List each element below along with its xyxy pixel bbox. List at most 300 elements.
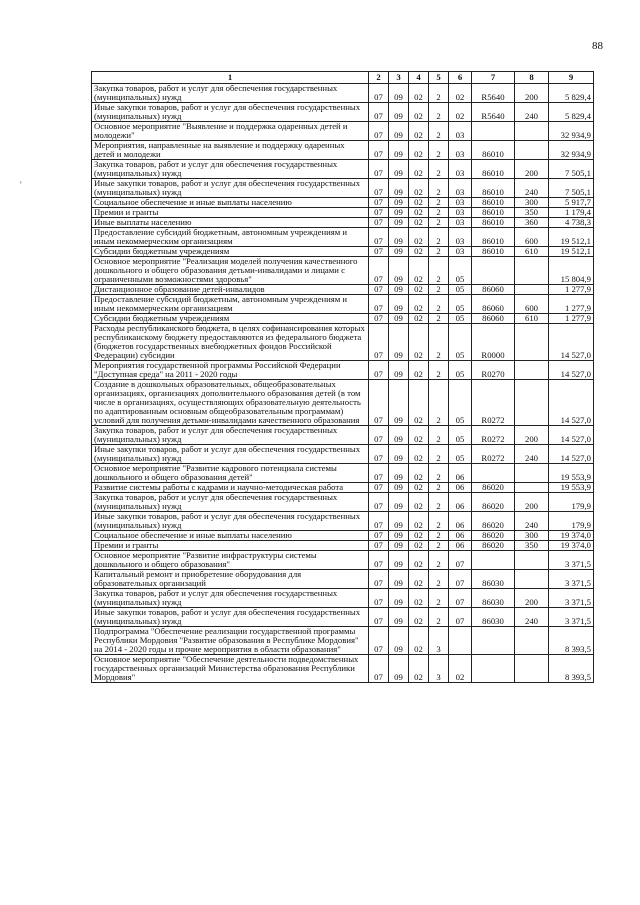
cell-code-3: 09	[389, 493, 409, 512]
cell-code-5: 2	[429, 570, 449, 589]
cell-target-article	[472, 551, 515, 570]
cell-expense-type: 240	[515, 512, 549, 531]
cell-description: Основное мероприятие "Реализация моделей получения качественного дошкольного и общего образования детьми-инвалидами и лицами с ограниченными возможностями здоровья"	[92, 257, 369, 285]
cell-code-3: 09	[389, 655, 409, 683]
cell-target-article: R0000	[472, 324, 515, 361]
cell-code-3: 09	[389, 285, 409, 295]
budget-table	[91, 71, 594, 683]
cell-description: Социальное обеспечение и иные выплаты населению	[92, 198, 369, 208]
cell-expense-type: 610	[515, 247, 549, 257]
cell-code-4: 02	[409, 228, 429, 247]
cell-expense-type	[515, 483, 549, 493]
cell-code-5: 2	[429, 160, 449, 179]
cell-code-6: 05	[449, 426, 472, 445]
cell-code-4: 02	[409, 570, 429, 589]
cell-code-6: 05	[449, 295, 472, 314]
cell-target-article: 86020	[472, 531, 515, 541]
cell-description: Основное мероприятие "Выявление и поддержка одаренных детей и молодежи"	[92, 122, 369, 141]
cell-code-2: 07	[369, 445, 389, 464]
cell-code-2: 07	[369, 257, 389, 285]
cell-code-6: 02	[449, 84, 472, 103]
cell-expense-type: 240	[515, 179, 549, 198]
cell-code-5: 2	[429, 380, 449, 426]
cell-code-3: 09	[389, 257, 409, 285]
cell-code-4: 02	[409, 627, 429, 655]
cell-expense-type: 240	[515, 608, 549, 627]
cell-code-5: 2	[429, 324, 449, 361]
cell-expense-type	[515, 551, 549, 570]
cell-code-3: 09	[389, 464, 409, 483]
cell-amount: 32 934,9	[549, 141, 594, 160]
cell-code-5: 2	[429, 483, 449, 493]
table-row	[92, 247, 594, 257]
cell-code-3: 09	[389, 608, 409, 627]
cell-code-4: 02	[409, 285, 429, 295]
cell-code-5: 3	[429, 655, 449, 683]
cell-description: Подпрограмма "Обеспечение реализации государственной программы Республики Мордовия "Развитие образования в Республике Мордовия" на 2014 - 2020 годы и прочие мероприятия в области образования"	[92, 627, 369, 655]
cell-code-3: 09	[389, 208, 409, 218]
cell-code-5: 2	[429, 84, 449, 103]
cell-code-5: 2	[429, 198, 449, 208]
cell-code-2: 07	[369, 493, 389, 512]
cell-code-5: 2	[429, 531, 449, 541]
table-row	[92, 198, 594, 208]
cell-code-5: 2	[429, 208, 449, 218]
page-number: 88	[592, 40, 603, 52]
cell-code-4: 02	[409, 324, 429, 361]
cell-code-6: 02	[449, 655, 472, 683]
cell-code-5: 2	[429, 257, 449, 285]
cell-description: Капитальный ремонт и приобретение оборудования для образовательных организаций	[92, 570, 369, 589]
cell-code-2: 07	[369, 380, 389, 426]
cell-code-2: 07	[369, 295, 389, 314]
cell-amount: 19 553,9	[549, 464, 594, 483]
cell-target-article: R5640	[472, 84, 515, 103]
cell-description: Премии и гранты	[92, 541, 369, 551]
cell-expense-type: 610	[515, 314, 549, 324]
cell-code-3: 09	[389, 531, 409, 541]
cell-amount: 14 527,0	[549, 361, 594, 380]
cell-target-article	[472, 464, 515, 483]
cell-code-4: 02	[409, 160, 429, 179]
cell-code-3: 09	[389, 570, 409, 589]
cell-description: Закупка товаров, работ и услуг для обеспечения государственных (муниципальных) нужд	[92, 589, 369, 608]
cell-description: Закупка товаров, работ и услуг для обеспечения государственных (муниципальных) нужд	[92, 84, 369, 103]
cell-description: Субсидии бюджетным учреждениям	[92, 314, 369, 324]
cell-expense-type	[515, 122, 549, 141]
cell-expense-type: 300	[515, 531, 549, 541]
cell-expense-type	[515, 570, 549, 589]
cell-code-6: 06	[449, 541, 472, 551]
cell-amount: 1 179,4	[549, 208, 594, 218]
cell-expense-type: 200	[515, 84, 549, 103]
cell-code-4: 02	[409, 361, 429, 380]
table-row	[92, 179, 594, 198]
cell-code-3: 09	[389, 483, 409, 493]
cell-code-4: 02	[409, 426, 429, 445]
cell-target-article: 86010	[472, 141, 515, 160]
cell-code-5: 3	[429, 627, 449, 655]
table-row	[92, 324, 594, 361]
table-row	[92, 464, 594, 483]
cell-code-4: 02	[409, 608, 429, 627]
cell-code-4: 02	[409, 198, 429, 208]
cell-code-4: 02	[409, 380, 429, 426]
cell-expense-type: 200	[515, 160, 549, 179]
cell-amount: 5 917,7	[549, 198, 594, 208]
cell-expense-type: 360	[515, 218, 549, 228]
cell-description: Иные закупки товаров, работ и услуг для обеспечения государственных (муниципальных) нужд	[92, 103, 369, 122]
table-row	[92, 445, 594, 464]
cell-code-6: 06	[449, 512, 472, 531]
cell-target-article: 86020	[472, 512, 515, 531]
cell-amount: 5 829,4	[549, 84, 594, 103]
cell-code-4: 02	[409, 257, 429, 285]
cell-code-2: 07	[369, 84, 389, 103]
cell-code-5: 2	[429, 218, 449, 228]
cell-code-2: 07	[369, 208, 389, 218]
cell-description: Предоставление субсидий бюджетным, автономным учреждениям и иным некоммерческим организациям	[92, 228, 369, 247]
cell-expense-type	[515, 324, 549, 361]
cell-code-2: 07	[369, 198, 389, 208]
table-body	[92, 84, 594, 683]
cell-code-2: 07	[369, 608, 389, 627]
cell-target-article: 86010	[472, 198, 515, 208]
cell-code-5: 2	[429, 314, 449, 324]
cell-code-6	[449, 627, 472, 655]
cell-code-6: 05	[449, 361, 472, 380]
cell-code-4: 02	[409, 122, 429, 141]
cell-target-article: 86020	[472, 483, 515, 493]
table-row	[92, 361, 594, 380]
cell-target-article: 86030	[472, 570, 515, 589]
table-row	[92, 426, 594, 445]
cell-code-3: 09	[389, 551, 409, 570]
cell-code-4: 02	[409, 208, 429, 218]
table-row	[92, 512, 594, 531]
table-row	[92, 483, 594, 493]
margin-mark: '	[20, 180, 22, 190]
cell-code-6: 05	[449, 257, 472, 285]
cell-code-5: 2	[429, 285, 449, 295]
column-header: 8	[515, 72, 549, 84]
cell-expense-type: 200	[515, 589, 549, 608]
cell-code-5: 2	[429, 122, 449, 141]
table-row	[92, 314, 594, 324]
cell-expense-type	[515, 627, 549, 655]
column-header: 2	[369, 72, 389, 84]
cell-code-3: 09	[389, 445, 409, 464]
cell-code-3: 09	[389, 141, 409, 160]
column-header: 9	[549, 72, 594, 84]
cell-code-2: 07	[369, 103, 389, 122]
cell-target-article	[472, 655, 515, 683]
cell-expense-type	[515, 285, 549, 295]
cell-code-3: 09	[389, 627, 409, 655]
cell-target-article: R0272	[472, 426, 515, 445]
cell-code-2: 07	[369, 541, 389, 551]
cell-code-6: 07	[449, 608, 472, 627]
table-row	[92, 655, 594, 683]
cell-amount: 3 371,5	[549, 589, 594, 608]
cell-code-3: 09	[389, 314, 409, 324]
cell-amount: 1 277,9	[549, 314, 594, 324]
cell-description: Закупка товаров, работ и услуг для обеспечения государственных (муниципальных) нужд	[92, 426, 369, 445]
cell-amount: 3 371,5	[549, 551, 594, 570]
cell-expense-type	[515, 464, 549, 483]
cell-description: Субсидии бюджетным учреждениям	[92, 247, 369, 257]
cell-code-6: 05	[449, 314, 472, 324]
cell-code-4: 02	[409, 655, 429, 683]
cell-code-5: 2	[429, 541, 449, 551]
cell-expense-type: 600	[515, 228, 549, 247]
cell-code-5: 2	[429, 445, 449, 464]
cell-description: Основное мероприятие "Обеспечение деятельности подведомственных государственных организаций Министерства образования Республики Мордовия"	[92, 655, 369, 683]
cell-description: Основное мероприятие "Развитие инфраструктуры системы дошкольного и общего образования"	[92, 551, 369, 570]
cell-code-3: 09	[389, 198, 409, 208]
table-row	[92, 589, 594, 608]
cell-code-5: 2	[429, 551, 449, 570]
cell-amount: 32 934,9	[549, 122, 594, 141]
cell-description: Предоставление субсидий бюджетным, автономным учреждениям и иным некоммерческим организациям	[92, 295, 369, 314]
table-row	[92, 160, 594, 179]
cell-code-6: 03	[449, 247, 472, 257]
column-header: 7	[472, 72, 515, 84]
cell-code-4: 02	[409, 295, 429, 314]
cell-amount: 7 505,1	[549, 160, 594, 179]
cell-code-5: 2	[429, 228, 449, 247]
cell-code-3: 09	[389, 380, 409, 426]
table-row	[92, 103, 594, 122]
cell-code-2: 07	[369, 531, 389, 541]
cell-code-2: 07	[369, 218, 389, 228]
cell-amount: 5 829,4	[549, 103, 594, 122]
cell-code-2: 07	[369, 483, 389, 493]
cell-code-4: 02	[409, 84, 429, 103]
cell-expense-type: 350	[515, 541, 549, 551]
cell-code-3: 09	[389, 122, 409, 141]
table-row	[92, 285, 594, 295]
cell-description: Иные закупки товаров, работ и услуг для обеспечения государственных (муниципальных) нужд	[92, 179, 369, 198]
cell-code-6: 03	[449, 141, 472, 160]
cell-code-4: 02	[409, 483, 429, 493]
column-header: 5	[429, 72, 449, 84]
cell-amount: 19 512,1	[549, 247, 594, 257]
table-header-row	[92, 72, 594, 84]
cell-code-2: 07	[369, 589, 389, 608]
cell-code-6: 03	[449, 208, 472, 218]
cell-description: Дистанционное образование детей-инвалидов	[92, 285, 369, 295]
cell-target-article: 86060	[472, 285, 515, 295]
cell-target-article: 86030	[472, 589, 515, 608]
cell-code-4: 02	[409, 531, 429, 541]
table-row	[92, 551, 594, 570]
cell-code-3: 09	[389, 160, 409, 179]
cell-code-6: 05	[449, 380, 472, 426]
cell-code-3: 09	[389, 426, 409, 445]
cell-code-4: 02	[409, 314, 429, 324]
cell-code-3: 09	[389, 247, 409, 257]
cell-target-article: 86010	[472, 218, 515, 228]
cell-description: Расходы республиканского бюджета, в целях софинансирования которых республиканскому бюджету предоставляются из федерального бюджета (бюджетов государственных внебюджетных фондов Российской Федерации) субсидии	[92, 324, 369, 361]
cell-code-2: 07	[369, 141, 389, 160]
cell-target-article: 86010	[472, 228, 515, 247]
column-header: 1	[92, 72, 369, 84]
table-row	[92, 531, 594, 541]
table-row	[92, 541, 594, 551]
cell-code-6: 03	[449, 198, 472, 208]
cell-amount: 179,9	[549, 493, 594, 512]
cell-expense-type	[515, 380, 549, 426]
table-row	[92, 570, 594, 589]
table-row	[92, 141, 594, 160]
cell-code-6: 06	[449, 493, 472, 512]
cell-code-3: 09	[389, 218, 409, 228]
cell-description: Закупка товаров, работ и услуг для обеспечения государственных (муниципальных) нужд	[92, 493, 369, 512]
cell-code-6: 03	[449, 160, 472, 179]
cell-code-4: 02	[409, 464, 429, 483]
cell-code-6: 06	[449, 483, 472, 493]
cell-target-article: R0272	[472, 445, 515, 464]
cell-code-3: 09	[389, 324, 409, 361]
cell-target-article	[472, 627, 515, 655]
cell-code-4: 02	[409, 493, 429, 512]
cell-expense-type: 600	[515, 295, 549, 314]
cell-code-5: 2	[429, 179, 449, 198]
cell-description: Иные закупки товаров, работ и услуг для обеспечения государственных (муниципальных) нужд	[92, 512, 369, 531]
cell-code-2: 07	[369, 324, 389, 361]
cell-target-article: 86010	[472, 208, 515, 218]
cell-expense-type: 240	[515, 445, 549, 464]
cell-description: Закупка товаров, работ и услуг для обеспечения государственных (муниципальных) нужд	[92, 160, 369, 179]
cell-amount: 15 804,9	[549, 257, 594, 285]
cell-amount: 19 374,0	[549, 531, 594, 541]
cell-code-2: 07	[369, 655, 389, 683]
cell-code-5: 2	[429, 426, 449, 445]
cell-code-2: 07	[369, 179, 389, 198]
table-row	[92, 218, 594, 228]
cell-description: Иные выплаты населению	[92, 218, 369, 228]
cell-amount: 19 553,9	[549, 483, 594, 493]
cell-code-5: 2	[429, 295, 449, 314]
cell-description: Создание в дошкольных образовательных, общеобразовательных организациях, организациях дополнительного образования детей (в том числе в организациях, осуществляющих образовательную деятельность по адаптированным основным общеобразовательным программам) условий для получения детьми-инвалидами качественного образования	[92, 380, 369, 426]
cell-code-4: 02	[409, 445, 429, 464]
cell-amount: 8 393,5	[549, 627, 594, 655]
cell-code-6: 06	[449, 531, 472, 541]
cell-expense-type	[515, 141, 549, 160]
cell-target-article: R5640	[472, 103, 515, 122]
cell-target-article	[472, 257, 515, 285]
cell-code-2: 07	[369, 361, 389, 380]
cell-code-5: 2	[429, 141, 449, 160]
cell-description: Социальное обеспечение и иные выплаты населению	[92, 531, 369, 541]
cell-code-6: 05	[449, 285, 472, 295]
cell-amount: 8 393,5	[549, 655, 594, 683]
cell-target-article	[472, 122, 515, 141]
cell-code-6: 03	[449, 228, 472, 247]
table-row	[92, 627, 594, 655]
table-row	[92, 122, 594, 141]
cell-code-4: 02	[409, 103, 429, 122]
cell-code-4: 02	[409, 512, 429, 531]
cell-amount: 14 527,0	[549, 324, 594, 361]
column-header: 4	[409, 72, 429, 84]
cell-code-2: 07	[369, 426, 389, 445]
cell-amount: 19 374,0	[549, 541, 594, 551]
table-row	[92, 257, 594, 285]
cell-expense-type: 240	[515, 103, 549, 122]
cell-code-3: 09	[389, 295, 409, 314]
table-row	[92, 493, 594, 512]
cell-code-3: 09	[389, 228, 409, 247]
cell-target-article: 86010	[472, 160, 515, 179]
cell-code-5: 2	[429, 103, 449, 122]
table-row	[92, 228, 594, 247]
cell-code-3: 09	[389, 103, 409, 122]
cell-code-4: 02	[409, 218, 429, 228]
cell-code-6: 07	[449, 589, 472, 608]
column-header: 6	[449, 72, 472, 84]
cell-code-5: 2	[429, 608, 449, 627]
cell-description: Иные закупки товаров, работ и услуг для обеспечения государственных (муниципальных) нужд	[92, 608, 369, 627]
cell-code-2: 07	[369, 228, 389, 247]
cell-code-6: 02	[449, 103, 472, 122]
table-row	[92, 208, 594, 218]
cell-target-article: R0272	[472, 380, 515, 426]
cell-amount: 3 371,5	[549, 570, 594, 589]
cell-code-6: 05	[449, 445, 472, 464]
cell-description: Развитие системы работы с кадрами и научно-методическая работа	[92, 483, 369, 493]
cell-description: Мероприятия государственной программы Российской Федерации "Доступная среда" на 2011 - 2020 годы	[92, 361, 369, 380]
cell-code-5: 2	[429, 361, 449, 380]
cell-expense-type: 300	[515, 198, 549, 208]
cell-code-2: 07	[369, 122, 389, 141]
cell-code-2: 07	[369, 570, 389, 589]
cell-code-2: 07	[369, 512, 389, 531]
cell-expense-type	[515, 655, 549, 683]
cell-amount: 4 738,3	[549, 218, 594, 228]
cell-code-6: 06	[449, 464, 472, 483]
cell-code-5: 2	[429, 589, 449, 608]
cell-target-article: 86060	[472, 314, 515, 324]
cell-code-4: 02	[409, 141, 429, 160]
cell-code-4: 02	[409, 541, 429, 551]
cell-target-article: 86020	[472, 493, 515, 512]
cell-target-article: 86010	[472, 179, 515, 198]
cell-code-2: 07	[369, 627, 389, 655]
cell-code-2: 07	[369, 247, 389, 257]
cell-code-6: 03	[449, 218, 472, 228]
cell-code-2: 07	[369, 314, 389, 324]
cell-amount: 14 527,0	[549, 445, 594, 464]
cell-code-3: 09	[389, 589, 409, 608]
cell-description: Основное мероприятие "Развитие кадрового потенциала системы дошкольного и общего образования детей"	[92, 464, 369, 483]
cell-code-6: 07	[449, 551, 472, 570]
cell-expense-type	[515, 257, 549, 285]
cell-code-6: 05	[449, 324, 472, 361]
cell-code-3: 09	[389, 179, 409, 198]
cell-code-6: 03	[449, 122, 472, 141]
cell-target-article: 86020	[472, 541, 515, 551]
cell-code-2: 07	[369, 551, 389, 570]
table-row	[92, 380, 594, 426]
cell-code-2: 07	[369, 464, 389, 483]
cell-target-article: 86060	[472, 295, 515, 314]
cell-code-3: 09	[389, 84, 409, 103]
cell-amount: 19 512,1	[549, 228, 594, 247]
cell-code-3: 09	[389, 361, 409, 380]
cell-code-4: 02	[409, 589, 429, 608]
